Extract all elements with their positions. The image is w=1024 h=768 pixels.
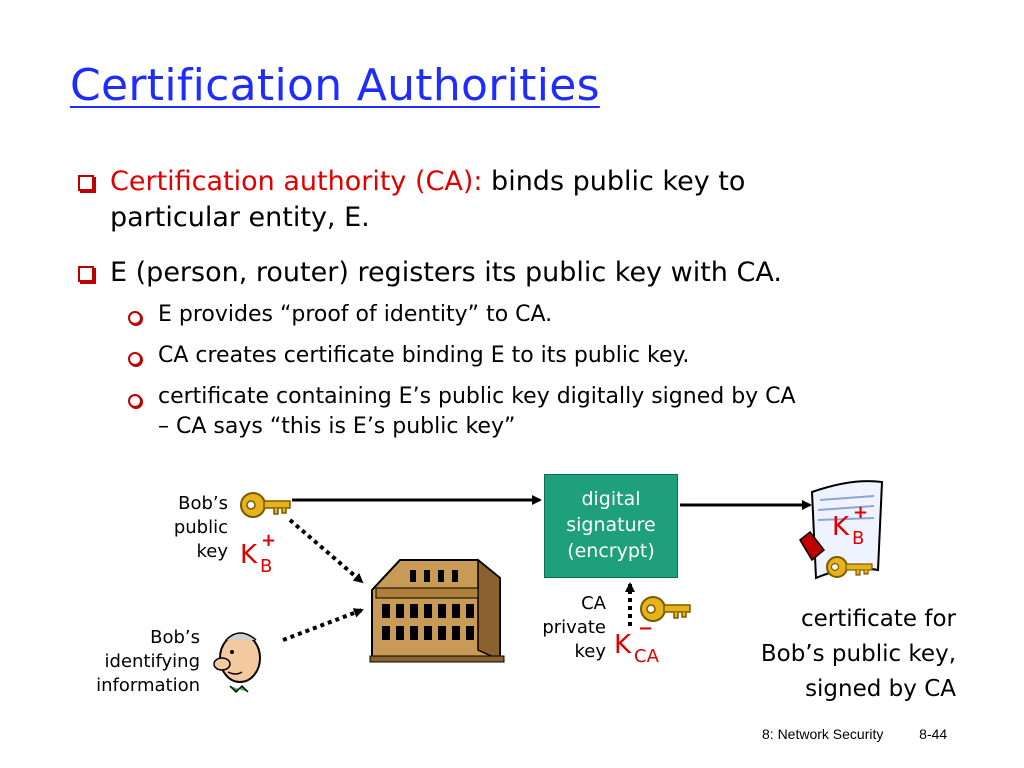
sub-bullet-certificate-binding: CA creates certificate binding E to its public key. — [158, 343, 690, 368]
box-line: signature — [566, 514, 656, 536]
k-letter: K — [240, 540, 258, 570]
bob-key-icon — [241, 493, 290, 517]
cert-kb-plus-label — [832, 504, 882, 554]
k-letter: K — [832, 512, 850, 542]
kca-minus-label — [614, 618, 674, 672]
k-subscript: CA — [634, 646, 659, 667]
k-superscript: + — [853, 502, 869, 523]
box-line: digital — [581, 488, 641, 510]
label-line: private — [542, 617, 606, 638]
kb-plus-label — [240, 530, 290, 580]
k-letter: K — [614, 630, 632, 660]
footer-chapter: 8: Network Security — [762, 726, 884, 742]
k-subscript: B — [852, 528, 865, 549]
bullet-red-lead: Certification authority (CA): — [110, 166, 483, 197]
caption-line: Bob’s public key, — [760, 641, 956, 667]
label-line: key — [574, 641, 606, 662]
dotted-arrow-key-to-ca — [290, 520, 362, 582]
label-line: Bob’s — [150, 627, 200, 648]
k-subscript: B — [260, 556, 273, 577]
label-line: information — [96, 675, 200, 696]
label-line: CA — [581, 593, 606, 614]
sub-bullet-proof: E provides “proof of identity” to CA. — [158, 302, 553, 327]
slide-footer — [762, 726, 947, 742]
label-line: identifying — [104, 651, 200, 672]
label-line: Bob’s — [178, 493, 228, 514]
slide-title: Certification Authorities — [70, 60, 600, 111]
footer-page-number: 8-44 — [919, 726, 948, 742]
k-superscript: + — [261, 530, 277, 551]
dotted-arrow-person-to-ca — [283, 610, 362, 640]
bob-public-key-label — [140, 492, 228, 564]
caption-line: certificate for — [801, 606, 956, 632]
label-line: key — [196, 541, 228, 562]
bullet-text-continued: particular entity, E. — [110, 202, 370, 233]
ca-private-key-label — [520, 592, 606, 664]
certificate-caption — [700, 602, 956, 707]
caption-line: signed by CA — [805, 676, 956, 702]
bullet-registration: E (person, router) registers its public key with CA. — [110, 257, 782, 288]
bob-identifying-label — [70, 626, 200, 698]
k-superscript: − — [638, 618, 654, 639]
sub-bullet-line: – CA says “this is E’s public key” — [158, 414, 516, 439]
label-line: public — [173, 517, 228, 538]
digital-signature-box — [544, 474, 678, 578]
box-line: (encrypt) — [567, 540, 655, 562]
sub-bullet-line: certificate containing E’s public key digitally signed by CA — [158, 384, 796, 409]
ca-building-icon — [370, 560, 504, 662]
bob-person-icon — [214, 633, 260, 692]
bullet-text: binds public key to — [482, 166, 746, 197]
